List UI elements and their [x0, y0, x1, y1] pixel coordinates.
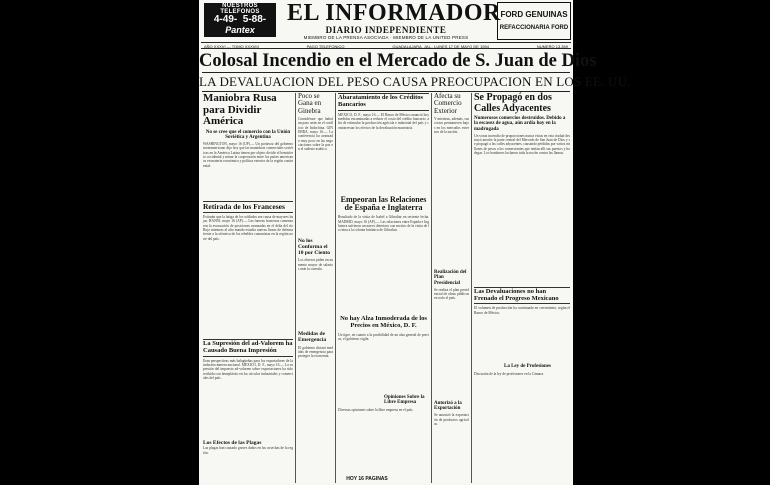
phones-label: NUESTROS TELEFONOS	[220, 3, 260, 15]
column-divider	[335, 93, 336, 483]
story-body-propago: Un voraz incendio de proporciones nunca vistas en esta ciudad destruyó anoche la parte central del Mercado de San Juan de Dios y se propagó a las calles adyacentes, causando pérdidas por varios millones de pesos a los comerciantes que tenían allí sus puestos y bodegas. Los bomberos lucharon toda la noche contra las llamas.	[474, 133, 571, 155]
story-title-medidas: Medidas de Emergencia	[298, 331, 327, 344]
story-body-medidas: El gobierno dictará medidas de emergencia para proteger la economía.	[298, 345, 333, 359]
story-body-devaluaciones: El volumen de producción ha continuado en crecimiento, según el Banco de México.	[474, 306, 570, 315]
story-title-devaluaciones: Las Devaluaciones no han Frenado el Progreso Mexicano	[474, 287, 559, 302]
headline-divider	[202, 72, 570, 73]
story-title-supresion: La Supresión del ad-Valorem ha Causado Buena Impresión	[203, 340, 293, 354]
story-body-ley: Discusión de la ley de profesiones en la Cámara.	[474, 371, 544, 376]
column-3	[338, 93, 429, 448]
story-body-efectos: Las plagas han causado graves daños en las cosechas de la región.	[203, 446, 293, 455]
phone-numbers-box	[204, 3, 276, 37]
newspaper-subtitle: DIARIO INDEPENDIENTE	[325, 25, 447, 35]
story-body-maniobra: WASHINGTON, mayo 16 (UP).— Un portavoz del gobierno norteamericano dijo hoy que las maniobras comerciales soviéticas en la América Latina tienen por objeto dividir el hemisferio occidental y minar la cooperación entre los países americanos en materia económica y política exterior de la región continental.	[203, 142, 293, 168]
dateline-volume: AÑO XXXVI — TOMO XXXVIII	[204, 44, 259, 49]
story-deck-propago: Numerosos comercios destruidos. Debido a la escasez de agua, aún ardía hoy en la madrugada	[474, 116, 566, 132]
story-title-retirada: Retirada de los Franceses	[203, 202, 285, 212]
story-body-empeoran: Resultado de la visita de Isabel a Gibraltar en reciente fecha. MADRID, mayo 16 (AP).— Las relaciones entre España e Inglaterra sufrieron un nuevo deterioro con motivo de la visita de la reina a la colonia británica de Gibraltar.	[338, 215, 429, 233]
story-title-conforma: No los Conforma el 10 por Ciento	[298, 238, 330, 256]
column-6	[474, 93, 570, 432]
story-title-propago: Se Propagó en dos Calles Adyacentes	[474, 92, 552, 114]
story-body-retirada: Evitarán que la fatiga de los soldados sea causa de mayores bajas. HANOI, mayo 16 (AP).— Las fuerzas francesas comenzaron la evacuación de posiciones avanzadas en el delta del río Rojo mientras el alto mando estudia nuevas líneas de defensa frente a la ofensiva de los rebeldes comunistas en la región norte del país.	[203, 215, 293, 241]
column-divider	[471, 93, 472, 483]
story-title-empeoran: Empeoran las Relaciones de España e Inglaterra	[340, 194, 427, 213]
story-deck-maniobra: No se cree que el comercio con la Unión Soviética y Argentina	[205, 129, 291, 140]
column-2	[298, 93, 333, 416]
masthead	[199, 0, 573, 42]
story-title-autorizo: Autorizó a la Exportación	[434, 400, 462, 412]
story-body-poco: Considérase que habrá un paso atrás en el conflicto de Indochina. GINEBRA, mayo 16.— La conferencia ha avanzado muy poco en las negociaciones sobre la paz en el sudeste asiático.	[298, 117, 333, 152]
sponsor-logo: Pantex	[225, 25, 255, 35]
main-headline: Colosal Incendio en el Mercado de S. Juan de Dios	[199, 51, 597, 71]
story-title-alza: No hay Alza Inmoderada de los Precios en México, D. F.	[340, 315, 427, 330]
dateline-phone: PAGO TELEFONICO	[306, 44, 345, 49]
ford-ad-line-1: FORD GENUINAS	[500, 10, 568, 19]
story-title-efectos: Los Efectos de las Plagas	[203, 439, 262, 446]
ford-ad-box	[497, 2, 571, 40]
column-divider	[295, 93, 296, 483]
dateline-number: NUMERO 13,359	[536, 44, 568, 49]
story-body-afecta: Y mientras, además, sus costos permanecen bajos en los mercados externos de la nación.	[434, 117, 469, 134]
story-body-abaratamiento: MEXICO, D. F., mayo 16.— El Banco de México anunció hoy medidas encaminadas a reducir el costo del crédito bancario, a fin de estimular la producción agrícola e industrial del país y contrarrestar los efectos de la devaluación monetaria.	[338, 112, 429, 130]
press-association-line: MIEMBRO DE LA PRENSA ASOCIADA · MIEMBRO DE LA UNITED PRESS	[303, 35, 469, 40]
phone-2: 5-88-	[242, 14, 267, 25]
page-count-banner: HOY 16 PAGINAS	[346, 476, 388, 482]
story-title-abaratamiento: Abaratamiento de los Créditos Bancarios	[338, 94, 424, 108]
phone-1: 4-49-	[213, 14, 238, 25]
story-title-ley: La Ley de Profesiones	[504, 364, 551, 370]
story-title-opiniones: Opiniones Sobre la Libre Empresa	[384, 395, 425, 406]
dateline-date: GUADALAJARA, JAL., LUNES 17 DE MAYO DE 1954	[392, 44, 489, 49]
story-title-afecta: Afecta su Comercio Exterior	[434, 92, 462, 115]
newspaper-title: EL INFORMADOR	[287, 0, 501, 26]
sub-headline: LA DEVALUACION DEL PESO CAUSA PREOCUPACION EN LOS EE. UU.	[199, 74, 631, 89]
column-1	[203, 93, 293, 470]
story-body-autorizo: Se autorizó la exportación de productos agrícolas.	[434, 413, 469, 426]
story-body-realizacion: Se realiza el plan presidencial de obras públicas en todo el país.	[434, 287, 469, 301]
story-body-opiniones: Diversas opiniones sobre la libre empresa en el país.	[338, 407, 414, 412]
column-divider	[431, 93, 432, 483]
story-title-poco: Poco se Gana en Ginebra	[298, 92, 322, 115]
story-body-alza: Un tigre, en cuanto a la posibilidad de un alza general de precios, el gobierno vigila.	[338, 333, 429, 342]
story-body-supresion: Eran perspectivas más halagüeñas para los exportadores de la industria minera nacional. MEXICO, D. F., mayo 16.— La supresión del impuesto ad-valorem sobre exportaciones ha sido recibida con beneplácito en los círculos industriales y comerciales del país.	[203, 358, 293, 380]
dateline	[201, 42, 571, 49]
newspaper-front-page	[199, 0, 631, 485]
story-body-conforma: Los obreros piden un aumento mayor de salarios ante la carestía.	[298, 258, 333, 271]
story-title-maniobra: Maniobra Rusa para Dividir América	[203, 92, 277, 128]
ford-ad-line-2: REFACCIONARIA FORD	[499, 25, 569, 31]
column-5	[434, 93, 469, 453]
story-title-realizacion: Realización del Plan Presidencial	[434, 270, 467, 286]
